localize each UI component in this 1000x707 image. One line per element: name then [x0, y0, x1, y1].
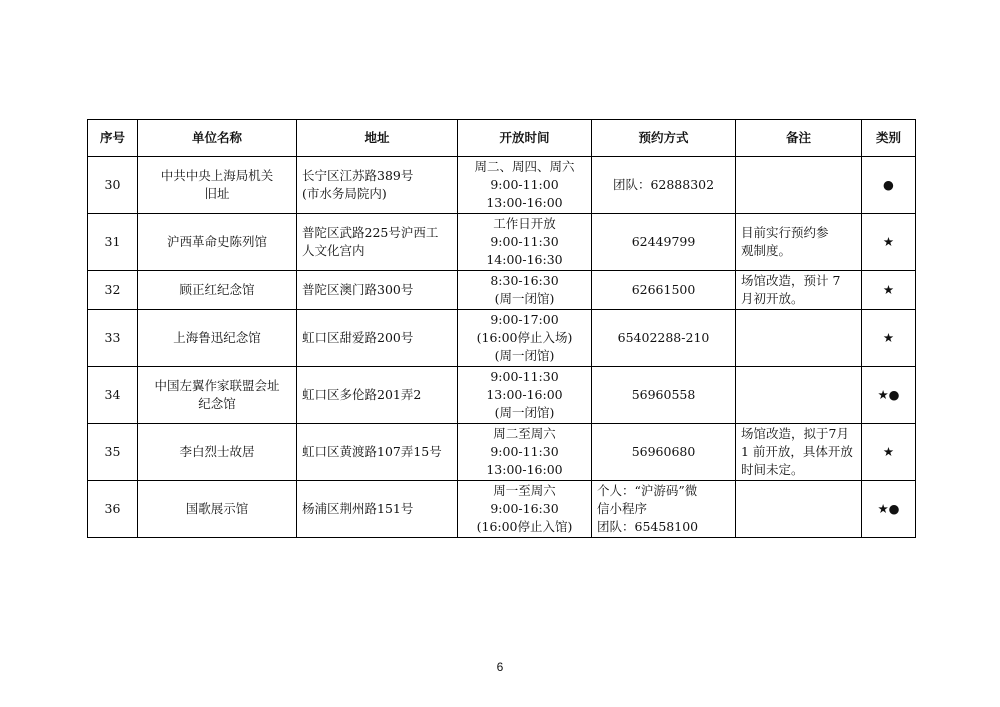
cell-name [138, 214, 297, 271]
cell-booking [592, 214, 736, 271]
cell-booking-line: 团队：62888302 [612, 177, 715, 192]
cell-no: 31 [88, 214, 138, 271]
cell-address [297, 310, 458, 367]
cell-booking [592, 367, 736, 424]
venues-table [87, 119, 916, 538]
cell-name-line: 旧址 [204, 186, 230, 201]
header-row [88, 120, 916, 157]
cell-address-line: 人文化宫内 [302, 243, 365, 258]
cell-hours-line: 8:30-16:30 [490, 273, 559, 288]
cell-hours-line: 周一至周六 [493, 483, 556, 498]
cell-address-line: 杨浦区荆州路151号 [302, 501, 414, 516]
cell-notes [736, 157, 862, 214]
cell-notes [736, 214, 862, 271]
cell-no: 33 [88, 310, 138, 367]
cell-notes [736, 310, 862, 367]
cell-notes [736, 424, 862, 481]
cell-hours-line: (16:00停止入馆) [476, 519, 573, 534]
cell-address-line: 普陀区澳门路300号 [302, 282, 414, 297]
cell-hours-line: 周二、周四、周六 [474, 159, 575, 174]
cell-hours-line: 9:00-11:30 [490, 234, 559, 249]
cell-hours-line: 周二至周六 [493, 426, 556, 441]
table-row [88, 271, 916, 310]
cell-hours [458, 367, 592, 424]
cell-name-line: 中国左翼作家联盟会址 [154, 378, 280, 393]
cell-booking-line: 62449799 [631, 234, 696, 249]
cell-name-line: 中共中央上海局机关 [160, 168, 274, 183]
cell-address [297, 271, 458, 310]
cell-hours-line: (周一闭馆) [494, 348, 555, 363]
cell-hours-line: (周一闭馆) [494, 405, 555, 420]
cell-name-line: 沪西革命史陈列馆 [166, 234, 267, 249]
cell-name [138, 481, 297, 538]
cell-address-line: 虹口区多伦路201弄2 [302, 387, 422, 402]
cell-booking-line: 65402288-210 [617, 330, 710, 345]
cell-notes-line: 月初开放。 [741, 291, 804, 306]
header-hours: 开放时间 [458, 120, 592, 157]
cell-hours-line: (16:00停止入场) [476, 330, 573, 345]
cell-notes-line: 场馆改造，拟于7月 [741, 426, 849, 441]
cell-name [138, 271, 297, 310]
header-no: 序号 [88, 120, 138, 157]
cell-name [138, 367, 297, 424]
cell-booking-line: 个人：“沪游码”微 [597, 483, 698, 498]
cell-hours [458, 271, 592, 310]
header-category: 类别 [862, 120, 916, 157]
cell-booking [592, 424, 736, 481]
cell-address [297, 157, 458, 214]
cell-category: ★ [862, 214, 916, 271]
page-number: 6 [496, 660, 504, 674]
cell-notes-line: 时间未定。 [741, 462, 804, 477]
header-booking: 预约方式 [592, 120, 736, 157]
header-address: 地址 [297, 120, 458, 157]
table-row [88, 310, 916, 367]
cell-notes-line: 场馆改造，预计 7 [741, 273, 841, 288]
cell-name-line: 李白烈士故居 [179, 444, 255, 459]
cell-no: 34 [88, 367, 138, 424]
cell-notes [736, 367, 862, 424]
cell-booking-line: 56960680 [631, 444, 696, 459]
cell-no: 30 [88, 157, 138, 214]
cell-hours-line: 13:00-16:00 [486, 195, 563, 210]
header-notes: 备注 [736, 120, 862, 157]
cell-hours-line: 13:00-16:00 [486, 387, 563, 402]
cell-hours-line: 9:00-16:30 [490, 501, 559, 516]
cell-notes-line: 目前实行预约参 [741, 225, 829, 240]
cell-hours-line: 9:00-17:00 [490, 312, 559, 327]
cell-address-line: 虹口区黄渡路107弄15号 [302, 444, 442, 459]
table-row [88, 157, 916, 214]
cell-address-line: 虹口区甜爱路200号 [302, 330, 414, 345]
cell-address [297, 214, 458, 271]
cell-category: ★ [862, 310, 916, 367]
cell-name [138, 157, 297, 214]
cell-hours-line: 工作日开放 [493, 216, 556, 231]
cell-notes-line: 观制度。 [741, 243, 792, 258]
cell-booking [592, 310, 736, 367]
cell-hours [458, 424, 592, 481]
cell-category: ● [862, 157, 916, 214]
cell-hours-line: 13:00-16:00 [486, 462, 563, 477]
cell-hours [458, 481, 592, 538]
cell-no: 36 [88, 481, 138, 538]
cell-hours [458, 157, 592, 214]
cell-booking [592, 157, 736, 214]
cell-category: ★● [862, 481, 916, 538]
cell-name [138, 424, 297, 481]
cell-name-line: 国歌展示馆 [185, 501, 249, 516]
cell-hours-line: 9:00-11:30 [490, 369, 559, 384]
cell-address [297, 367, 458, 424]
cell-category: ★ [862, 424, 916, 481]
cell-category: ★● [862, 367, 916, 424]
cell-notes [736, 481, 862, 538]
cell-name [138, 310, 297, 367]
table-row [88, 367, 916, 424]
cell-address [297, 424, 458, 481]
cell-notes [736, 271, 862, 310]
cell-hours-line: 9:00-11:00 [490, 177, 559, 192]
cell-name-line: 上海鲁迅纪念馆 [173, 330, 261, 345]
cell-booking-line: 信小程序 [597, 501, 648, 516]
cell-booking-line: 团队：65458100 [597, 519, 699, 534]
cell-hours-line: (周一闭馆) [494, 291, 555, 306]
cell-address-line: (市水务局院内) [302, 186, 387, 201]
table-row [88, 481, 916, 538]
cell-hours-line: 14:00-16:30 [486, 252, 563, 267]
cell-no: 32 [88, 271, 138, 310]
header-name: 单位名称 [138, 120, 297, 157]
cell-address-line: 长宁区江苏路389号 [302, 168, 414, 183]
cell-no: 35 [88, 424, 138, 481]
cell-booking [592, 271, 736, 310]
cell-notes-line: 1 前开放，具体开放 [741, 444, 853, 459]
cell-hours [458, 310, 592, 367]
cell-name-line: 顾正红纪念馆 [179, 282, 255, 297]
cell-address [297, 481, 458, 538]
cell-category: ★ [862, 271, 916, 310]
cell-booking [592, 481, 736, 538]
table-row [88, 214, 916, 271]
cell-hours [458, 214, 592, 271]
table-body [88, 157, 916, 538]
cell-name-line: 纪念馆 [198, 396, 236, 411]
table-row [88, 424, 916, 481]
cell-booking-line: 62661500 [631, 282, 696, 297]
cell-booking-line: 56960558 [631, 387, 696, 402]
cell-address-line: 普陀区武路225号沪西工 [302, 225, 439, 240]
cell-hours-line: 9:00-11:30 [490, 444, 559, 459]
